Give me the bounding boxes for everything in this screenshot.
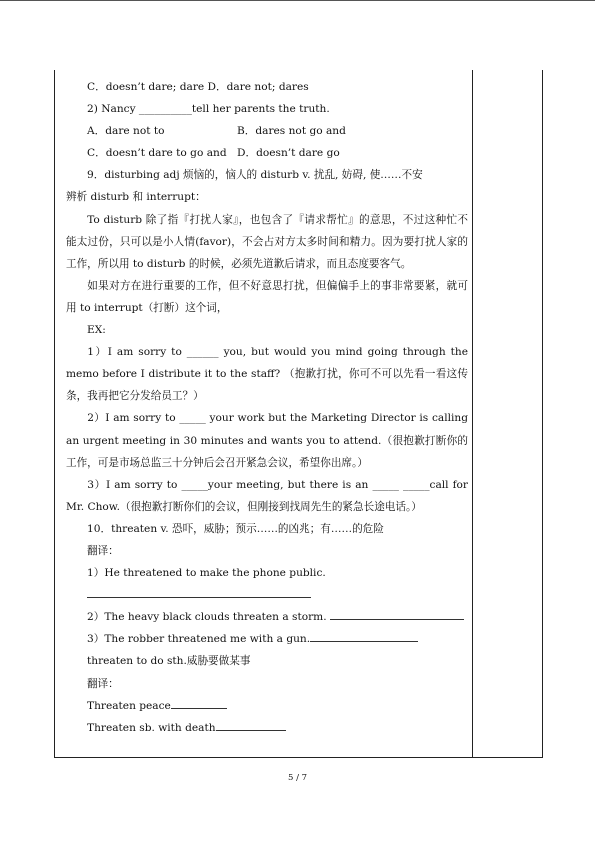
main-cell bbox=[66, 76, 468, 739]
translate-item bbox=[66, 717, 468, 739]
answer-blank bbox=[310, 629, 418, 642]
vocab-heading: 9．disturbing adj 烦恼的，恼人的 disturb v. 扰乱, 妨碍, 使……不安 bbox=[87, 169, 423, 182]
translate-text: Threaten sb. with death bbox=[87, 721, 216, 734]
option-line bbox=[66, 142, 468, 164]
answer-blank bbox=[87, 585, 311, 598]
comparison-heading: 辨析 disturb 和 interrupt： bbox=[66, 191, 206, 204]
option-line bbox=[66, 120, 468, 142]
example-sentence: 1）I am sorry to ______ you, but would you mind going through the memo before I distribute it to the staff? （抱歉打扰，你可不可以先看一看这传条，我再把它分发给员工？） bbox=[66, 346, 468, 403]
question-line: 2) Nancy __________tell her parents the truth. bbox=[87, 103, 330, 116]
translate-text: 3）The robber threatened me with a gun. bbox=[87, 633, 311, 646]
column-divider bbox=[472, 70, 473, 758]
option-c: C．doesn’t dare to go and bbox=[87, 147, 227, 160]
translate-text: Threaten peace bbox=[87, 699, 171, 712]
answer-blank bbox=[216, 718, 286, 731]
option-d: D．doesn’t dare go bbox=[237, 147, 340, 160]
translate-item bbox=[66, 628, 468, 650]
header-rule bbox=[0, 0, 595, 1]
translate-item: 1）He threatened to make the phone public. bbox=[87, 567, 326, 580]
option-b: B．dares not go and bbox=[237, 125, 346, 138]
example-label: EX: bbox=[87, 324, 106, 337]
translate-text: 2）The heavy black clouds threaten a storm. bbox=[87, 611, 327, 624]
phrase-line: threaten to do sth.威胁要做某事 bbox=[87, 655, 251, 668]
option-line: C．doesn’t dare; dare D．dare not; dares bbox=[87, 81, 309, 93]
answer-line bbox=[66, 584, 468, 606]
explanation-paragraph: To disturb 除了指『打扰人家』，也包含了『请求帮忙』的意思，不过这种忙不能太过份，只可以是小人情(favor)，不会占对方太多时间和精力。因为要打扰人家的工作，所以用 to disturb 的时候，必须先道歉后请求，而且态度要客气。 bbox=[66, 213, 468, 270]
translate-item bbox=[66, 606, 468, 628]
answer-blank bbox=[330, 607, 464, 620]
answer-blank bbox=[171, 696, 227, 709]
translate-label: 翻译： bbox=[87, 544, 119, 557]
vocab-heading: 10．threaten v. 恐吓，威胁；预示……的凶兆；有……的危险 bbox=[87, 522, 384, 535]
translate-label: 翻译： bbox=[87, 677, 119, 690]
example-sentence: 3）I am sorry to _____your meeting, but there is an _____ _____call for Mr. Chow.（很抱歉打断你们的会议，但刚接到找周先生的紧急长途电话。） bbox=[66, 478, 468, 513]
explanation-paragraph: 如果对方在进行重要的工作，但不好意思打扰，但偏偏手上的事非常要紧，就可用 to interrupt（打断）这个词， bbox=[66, 279, 468, 314]
option-a: A．dare not to bbox=[87, 125, 165, 138]
example-sentence: 2）I am sorry to _____ your work but the Marketing Director is calling an urgent meeting in 30 minutes and wants you to attend.（很抱歉打断你的工作，可是市场总监三十分钟后会召开紧急会议，希望你出席。） bbox=[66, 412, 468, 469]
page-number: 5 / 7 bbox=[287, 773, 308, 783]
translate-item bbox=[66, 695, 468, 717]
